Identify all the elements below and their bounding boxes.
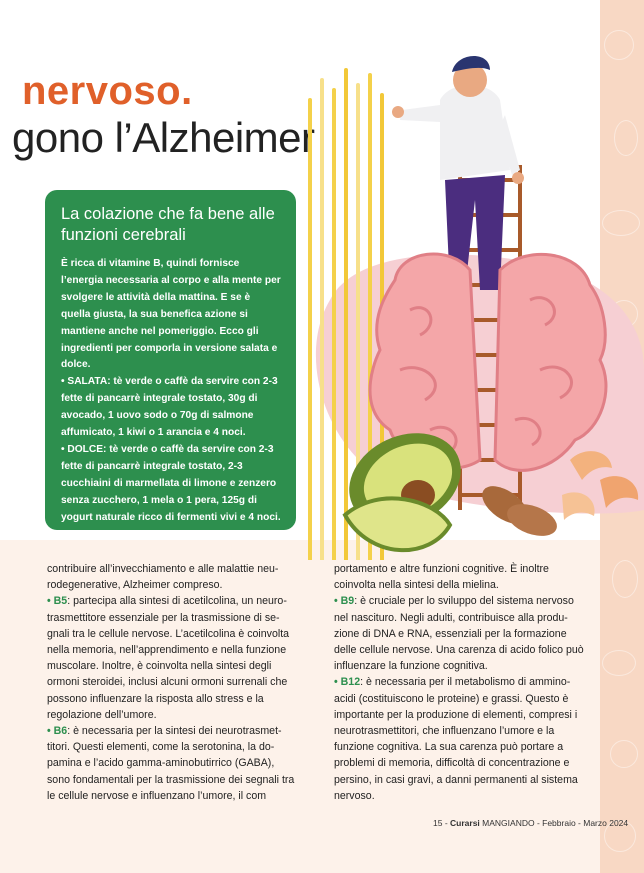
paragraph-b9 [334,593,584,674]
paragraph-b6 [47,723,297,804]
vitamin-text-b12: : è necessaria per il metabolismo di amminoacidi (costituiscono le proteine) e grassi. Questo è importante per la produzione di elementi, compresi i neurotrasmettitori, che influenzano l’umore e la funzione cognitiva. La sua carenza può portare a problemi di memoria, difficoltà di concentrazione e persino, in casi gravi, a danni permanenti al sistema nervoso. [334,676,578,802]
person-icon [392,56,524,290]
magazine-brand: Curarsi [450,818,480,828]
footer-separator: - [442,818,451,828]
box-text [61,256,282,527]
magazine-brand-suffix: MANGIANDO [479,818,535,828]
vitamin-text-b9: : è cruciale per lo sviluppo del sistema nervoso nel nascituro. Negli adulti, contribuisce alla produzione di DNA e RNA, essenziali per la formazione delle cellule nervose. Una carenza di acido folico può influenzare la funzione cognitiva. [334,595,584,673]
brain-illustration [300,40,644,560]
headline-line-1: nervoso. [22,69,193,113]
paragraph-intro-right: portamento e altre funzioni cognitive. È inoltre coinvolta nella sintesi della mielina. [334,563,549,592]
vitamin-label-b12: • B12 [334,676,361,689]
box-title: La colazione che fa bene alle funzioni cerebrali [61,205,275,244]
paragraph-intro-left: contribuire all’invecchiamento e alle malattie neurodegenerative, Alzheimer compreso. [47,563,279,592]
issue-date: - Febbraio - Marzo 2024 [534,818,629,828]
box-dolce-paragraph: • DOLCE: tè verde o caffè da servire con 2-3 fette di pancarrè integrale tostato, 2-3 cucchiaini di marmellata di limone e zenzero senza zucchero, 1 mela o 1 pera, 125g di yogurt naturale ricco di fermenti vivi e 4 noci. [61,443,281,523]
page-number: 15 [433,818,443,828]
vitamin-label-b5: • B5 [47,595,68,608]
vitamin-text-b6: : è necessaria per la sintesi dei neurotrasmettitori. Questi elementi, come la serotonina, la dopamina e l’acido gamma-aminobutirrico (GABA), sono fondamentali per la trasmissione dei segnali tra le cellule nervose e influenzano l’umore, il com [47,725,295,802]
headline-line-2: gono l’Alzheimer [12,114,315,161]
vitamin-text-b5: : partecipa alla sintesi di acetilcolina, un neurotrasmettitore essenziale per la trasmissione di segnali tra le cellule nervose. L’acetilcolina è coinvolta nella memoria, nell’apprendimento e nella funzione muscolare. Inoltre, è coinvolta nella sintesi degli ormoni steroidei, inclusi alcuni ormoni surrenali che possono influenzare la risposta allo stress e la regolazione dell’umore. [47,595,290,721]
box-salata-paragraph: • SALATA: tè verde o caffè da servire con 2-3 fette di pancarrè integrale tostato, 30g di avocado, 1 uovo sodo o 70g di salmone affumicato, 1 kiwi o 1 arancia e 4 noci. [61,376,278,439]
paragraph-b5 [47,593,297,723]
vitamin-label-b9: • B9 [334,595,355,608]
article-column-left [47,561,297,804]
article-column-right [334,561,584,804]
page-footer [433,818,628,828]
box-intro-paragraph: È ricca di vitamine B, quindi fornisce l’energia necessaria al corpo e alla mente per svolgere le attività della mattina. E se è quella giusta, la sua benefica azione si mantiene anche nel pomeriggio. Ecco gli ingredienti per comporla in versione salata e dolce. [61,258,281,371]
breakfast-box [45,190,296,530]
paragraph-b12 [334,674,584,804]
vitamin-label-b6: • B6 [47,725,68,738]
